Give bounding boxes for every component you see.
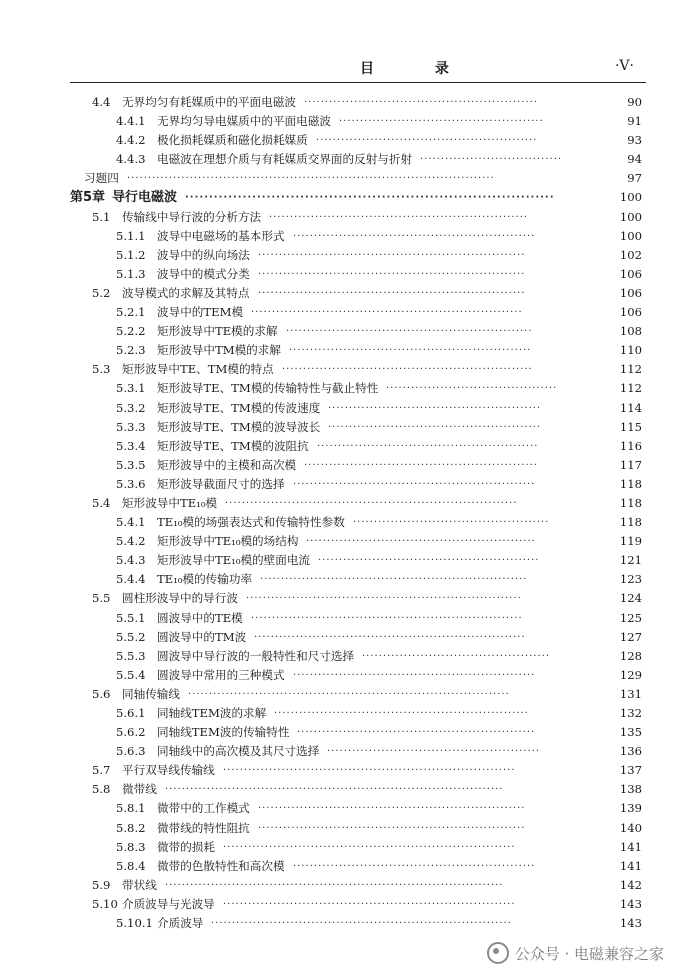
toc-entry-number: 5.3.4 <box>116 438 146 453</box>
toc-entry-number: 5.4.4 <box>116 572 146 587</box>
toc-subsection <box>0 551 686 570</box>
toc-entry-title: 导行电磁波 <box>112 190 178 206</box>
toc-entry-page: 139 <box>619 801 642 816</box>
toc-subsection <box>0 150 686 169</box>
toc-entry-page: 106 <box>619 266 642 281</box>
toc-entry-title: 矩形波导中TE模的求解 <box>157 324 278 339</box>
toc-entry-title: 介质波导与光波导 <box>122 896 215 911</box>
toc-entry-number: 5.6.2 <box>116 725 146 740</box>
toc-entry-title: 微带线 <box>122 782 157 797</box>
toc-entry-page: 143 <box>619 896 642 911</box>
toc-entry-page: 127 <box>619 629 642 644</box>
toc-entry-number: 5.2.1 <box>116 305 146 320</box>
toc-entry-page: 138 <box>619 782 642 797</box>
toc-subsection <box>0 475 686 494</box>
toc-section <box>0 895 686 914</box>
toc-entry-number: 5.1 <box>92 209 111 224</box>
toc-entry-number: 第5章 <box>70 190 106 206</box>
toc-leader-dots: ································································· <box>254 631 526 643</box>
toc-leader-dots: ························································· <box>297 727 536 739</box>
toc-entry-number: 5.2 <box>92 285 111 300</box>
toc-leader-dots: ··················································· <box>328 421 542 433</box>
toc-chapter <box>0 188 686 207</box>
toc-entry-page: 131 <box>619 686 642 701</box>
toc-entry-title: 极化损耗媒质和磁化损耗媒质 <box>157 133 308 148</box>
toc-entry-page: 115 <box>619 419 642 434</box>
toc-leader-dots: ································································ <box>258 803 526 815</box>
toc-entry-page: 90 <box>627 95 642 109</box>
toc-section <box>0 93 686 112</box>
toc-subsection <box>0 838 686 857</box>
toc-leader-dots: ······································································ <box>223 898 516 910</box>
toc-subsection <box>0 513 686 532</box>
toc-entry-title: 矩形波导中的主模和高次模 <box>157 457 297 472</box>
toc-entry-number: 5.4.2 <box>116 534 146 549</box>
toc-entry-number: 5.5.2 <box>116 629 146 644</box>
toc-entry-page: 129 <box>619 667 642 682</box>
toc-entry-page: 119 <box>619 534 642 549</box>
toc-subsection <box>0 704 686 723</box>
toc-subsection <box>0 914 686 933</box>
toc-subsection <box>0 723 686 742</box>
toc-entry-number: 5.10.1 <box>116 916 153 931</box>
toc-entry-number: 5.1.1 <box>116 228 146 243</box>
toc-leader-dots: ············································································· <box>185 192 555 204</box>
toc-subsection <box>0 437 686 456</box>
toc-entry-number: 5.1.2 <box>116 247 146 262</box>
toc-leader-dots: ····················································· <box>317 440 539 452</box>
toc-subsection <box>0 819 686 838</box>
toc-entry-page: 128 <box>619 648 642 663</box>
header-rule <box>70 82 646 83</box>
toc-entry-number: 5.4.1 <box>116 515 146 530</box>
toc-section <box>0 780 686 799</box>
toc-leader-dots: ······································································ <box>223 765 516 777</box>
toc-entry-title: 矩形波导TE、TM模的传输特性与截止特性 <box>157 381 379 396</box>
toc-entry-title: 无界均匀导电媒质中的平面电磁波 <box>157 114 331 129</box>
toc-entry-title: 同轴线中的高次模及其尺寸选择 <box>157 744 320 759</box>
toc-entry-page: 141 <box>619 858 642 873</box>
toc-entry-number: 5.1.3 <box>116 266 146 281</box>
toc-entry-page: 142 <box>619 877 642 892</box>
toc-leader-dots: ··················································· <box>327 746 541 758</box>
toc-entry-number: 5.3.5 <box>116 457 146 472</box>
page-header <box>70 58 646 82</box>
toc-entry-number: 4.4.1 <box>116 114 146 129</box>
toc-entry-number: 5.10 <box>92 896 118 911</box>
toc-entry-page: 137 <box>619 763 642 778</box>
toc-entry-title: 矩形波导中TE₁₀模的壁面电流 <box>157 553 311 568</box>
toc-entry-page: 140 <box>619 820 642 835</box>
toc-entry-number: 5.2.3 <box>116 343 146 358</box>
toc-entry-page: 121 <box>619 553 642 568</box>
toc-subsection <box>0 799 686 818</box>
toc-leader-dots: ································································· <box>251 307 523 319</box>
toc-leader-dots: ············································································· <box>188 688 510 700</box>
toc-subsection <box>0 666 686 685</box>
toc-leader-dots: ································································ <box>258 287 526 299</box>
toc-entry-title: 同轴线TEM波的传输特性 <box>157 725 290 740</box>
toc-entry-title: 传输线中导行波的分析方法 <box>122 209 262 224</box>
toc-entry-title: 圆柱形波导中的导行波 <box>122 591 238 606</box>
toc-entry-title: 矩形波导中TE₁₀模的场结构 <box>157 534 299 549</box>
toc-subsection <box>0 303 686 322</box>
toc-entry-page: 112 <box>619 381 642 396</box>
toc-entry-number: 5.6 <box>92 686 111 701</box>
toc-section <box>0 360 686 379</box>
toc-entry-title: 同轴线TEM波的求解 <box>157 706 267 720</box>
toc-leader-dots: ··························································· <box>286 326 533 338</box>
toc-entry-page: 118 <box>619 515 642 530</box>
toc-leader-dots: ································································ <box>258 822 526 834</box>
toc-entry-page: 136 <box>619 744 642 759</box>
toc-subsection <box>0 379 686 398</box>
toc-entry-title: 圆波导中常用的三种模式 <box>157 667 285 682</box>
toc-entry-page: 117 <box>619 457 642 472</box>
wechat-logo-icon <box>487 942 509 964</box>
toc-entry-number: 5.8.3 <box>116 839 146 854</box>
table-of-contents <box>0 93 686 933</box>
toc-leader-dots: ·························································· <box>289 345 532 357</box>
toc-leader-dots: ·································· <box>420 154 563 166</box>
toc-entry-number: 5.8.1 <box>116 801 146 816</box>
toc-subsection <box>0 532 686 551</box>
toc-section <box>0 876 686 895</box>
toc-entry-title: 无界均匀有耗媒质中的平面电磁波 <box>122 95 296 109</box>
page-number-marker: ·V· <box>614 58 634 74</box>
toc-leader-dots: ·························································· <box>293 230 536 242</box>
toc-subsection <box>0 131 686 150</box>
toc-subsection <box>0 857 686 876</box>
toc-leader-dots: ··············································· <box>353 517 550 529</box>
toc-subsection <box>0 628 686 647</box>
toc-entry-number: 5.8 <box>92 782 111 797</box>
toc-entry-number: 5.5 <box>92 591 111 606</box>
toc-entry-page: 143 <box>619 916 642 931</box>
toc-entry-title: TE₁₀模的传输功率 <box>157 572 253 587</box>
toc-entry-title: 波导模式的求解及其特点 <box>122 285 250 300</box>
toc-leader-dots: ················································································· <box>165 879 504 891</box>
toc-section <box>0 208 686 227</box>
toc-section <box>0 169 686 188</box>
toc-entry-title: 圆波导中的TE模 <box>157 610 243 625</box>
watermark <box>487 942 664 964</box>
toc-section <box>0 284 686 303</box>
toc-leader-dots: ················································· <box>339 116 544 128</box>
toc-subsection <box>0 418 686 437</box>
toc-entry-title: 矩形波导TE、TM模的波导波长 <box>157 419 321 434</box>
toc-entry-page: 118 <box>619 476 642 491</box>
toc-leader-dots: ······································································ <box>223 841 516 853</box>
toc-entry-page: 100 <box>619 190 642 205</box>
toc-entry-page: 112 <box>619 362 642 377</box>
toc-entry-title: 习题四 <box>84 171 119 186</box>
toc-leader-dots: ····················································· <box>318 555 540 567</box>
toc-entry-title: 矩形波导中TE、TM模的特点 <box>122 362 274 377</box>
toc-entry-title: 矩形波导中TM模的求解 <box>157 343 281 358</box>
toc-entry-page: 141 <box>619 839 642 854</box>
toc-entry-title: 同轴传输线 <box>122 686 180 701</box>
toc-entry-page: 91 <box>627 114 642 129</box>
toc-leader-dots: ·································································· <box>246 593 522 605</box>
toc-entry-page: 100 <box>619 209 642 224</box>
toc-entry-page: 106 <box>619 285 642 300</box>
toc-entry-page: 135 <box>619 725 642 740</box>
toc-leader-dots: ····················································· <box>316 135 538 147</box>
toc-entry-title: 矩形波导中TE₁₀模 <box>122 495 218 510</box>
toc-section <box>0 494 686 513</box>
toc-section <box>0 589 686 608</box>
toc-subsection <box>0 647 686 666</box>
toc-leader-dots: ······················································· <box>306 536 536 548</box>
toc-section <box>0 761 686 780</box>
toc-entry-page: 114 <box>619 400 642 415</box>
toc-leader-dots: ················································································· <box>165 784 504 796</box>
toc-subsection <box>0 227 686 246</box>
toc-entry-page: 93 <box>627 133 642 148</box>
toc-entry-number: 5.6.1 <box>116 706 146 720</box>
toc-entry-number: 5.3.2 <box>116 400 146 415</box>
toc-entry-title: 矩形波导TE、TM模的传波速度 <box>157 400 321 415</box>
toc-leader-dots: ···························································· <box>282 364 533 376</box>
toc-leader-dots: ·························································· <box>293 860 536 872</box>
toc-leader-dots: ································································ <box>258 249 526 261</box>
page-header-title: 目 录 <box>360 61 477 77</box>
toc-entry-title: TE₁₀模的场强表达式和传输特性参数 <box>157 515 345 530</box>
toc-entry-title: 微带线的特性阻抗 <box>157 820 250 835</box>
toc-entry-title: 介质波导 <box>157 916 204 931</box>
toc-entry-number: 5.4 <box>92 495 111 510</box>
toc-leader-dots: ·························································· <box>293 669 536 681</box>
toc-entry-number: 5.2.2 <box>116 324 146 339</box>
toc-entry-title: 微带中的工作模式 <box>157 801 250 816</box>
toc-entry-title: 圆波导中的TM波 <box>157 629 247 644</box>
toc-leader-dots: ······························································ <box>269 211 529 223</box>
toc-entry-title: 带状线 <box>122 877 157 892</box>
toc-entry-title: 矩形波导截面尺寸的选择 <box>157 476 285 491</box>
toc-entry-page: 97 <box>627 171 642 186</box>
toc-entry-number: 5.9 <box>92 877 111 892</box>
toc-entry-page: 102 <box>619 247 642 262</box>
toc-subsection <box>0 265 686 284</box>
toc-leader-dots: ············································· <box>362 650 551 662</box>
toc-entry-title: 微带的损耗 <box>157 839 215 854</box>
toc-entry-page: 123 <box>619 572 642 587</box>
toc-entry-number: 5.8.4 <box>116 858 146 873</box>
toc-entry-page: 125 <box>619 610 642 625</box>
toc-entry-title: 波导中电磁场的基本形式 <box>157 228 285 243</box>
toc-entry-title: 微带的色散特性和高次模 <box>157 858 285 873</box>
toc-subsection <box>0 399 686 418</box>
toc-leader-dots: ······································································ <box>225 497 518 509</box>
toc-leader-dots: ········································· <box>386 383 558 395</box>
toc-subsection <box>0 456 686 475</box>
toc-leader-dots: ························································································ <box>127 173 495 185</box>
toc-leader-dots: ································································· <box>251 612 523 624</box>
toc-entry-page: 116 <box>619 438 642 453</box>
toc-entry-title: 波导中的纵向场法 <box>157 247 250 262</box>
toc-leader-dots: ·························································· <box>293 478 536 490</box>
toc-entry-title: 波导中的模式分类 <box>157 266 250 281</box>
toc-leader-dots: ························································ <box>304 97 539 108</box>
toc-entry-number: 5.5.1 <box>116 610 146 625</box>
toc-entry-number: 5.3.1 <box>116 381 146 396</box>
toc-subsection <box>0 742 686 761</box>
toc-entry-title: 平行双导线传输线 <box>122 763 215 778</box>
toc-entry-number: 5.3.3 <box>116 419 146 434</box>
toc-entry-number: 4.4.3 <box>116 152 146 167</box>
toc-subsection <box>0 341 686 360</box>
toc-subsection <box>0 570 686 589</box>
toc-leader-dots: ········································································ <box>211 918 512 930</box>
toc-entry-page: 118 <box>619 495 642 510</box>
toc-entry-number: 4.4 <box>92 95 111 109</box>
toc-entry-page: 94 <box>627 152 642 167</box>
toc-entry-page: 106 <box>619 305 642 320</box>
toc-leader-dots: ································································ <box>258 268 526 280</box>
toc-entry-page: 110 <box>619 343 642 358</box>
toc-entry-number: 4.4.2 <box>116 133 146 148</box>
toc-subsection <box>0 322 686 341</box>
toc-entry-number: 5.5.4 <box>116 667 146 682</box>
toc-entry-number: 5.5.3 <box>116 648 146 663</box>
toc-entry-number: 5.7 <box>92 763 111 778</box>
toc-entry-number: 5.8.2 <box>116 820 146 835</box>
toc-leader-dots: ····························································· <box>274 708 529 719</box>
toc-entry-title: 矩形波导TE、TM模的波阻抗 <box>157 438 309 453</box>
toc-subsection <box>0 112 686 131</box>
toc-subsection <box>0 609 686 628</box>
toc-entry-number: 5.4.3 <box>116 553 146 568</box>
toc-entry-title: 波导中的TEM模 <box>157 305 244 320</box>
toc-leader-dots: ························································ <box>304 459 539 471</box>
toc-leader-dots: ································································ <box>260 574 528 586</box>
toc-entry-number: 5.3 <box>92 362 111 377</box>
toc-entry-page: 124 <box>619 591 642 606</box>
watermark-text: 公众号 · 电磁兼容之家 <box>514 944 664 963</box>
toc-entry-number: 5.6.3 <box>116 744 146 759</box>
toc-section <box>0 685 686 704</box>
toc-entry-page: 132 <box>619 706 642 720</box>
toc-entry-title: 电磁波在理想介质与有耗媒质交界面的反射与折射 <box>157 152 413 167</box>
toc-entry-title: 圆波导中导行波的一般特性和尺寸选择 <box>157 648 355 663</box>
toc-entry-number: 5.3.6 <box>116 476 146 491</box>
toc-subsection <box>0 246 686 265</box>
toc-entry-page: 100 <box>619 228 642 243</box>
toc-entry-page: 108 <box>619 324 642 339</box>
toc-leader-dots: ··················································· <box>328 402 542 414</box>
